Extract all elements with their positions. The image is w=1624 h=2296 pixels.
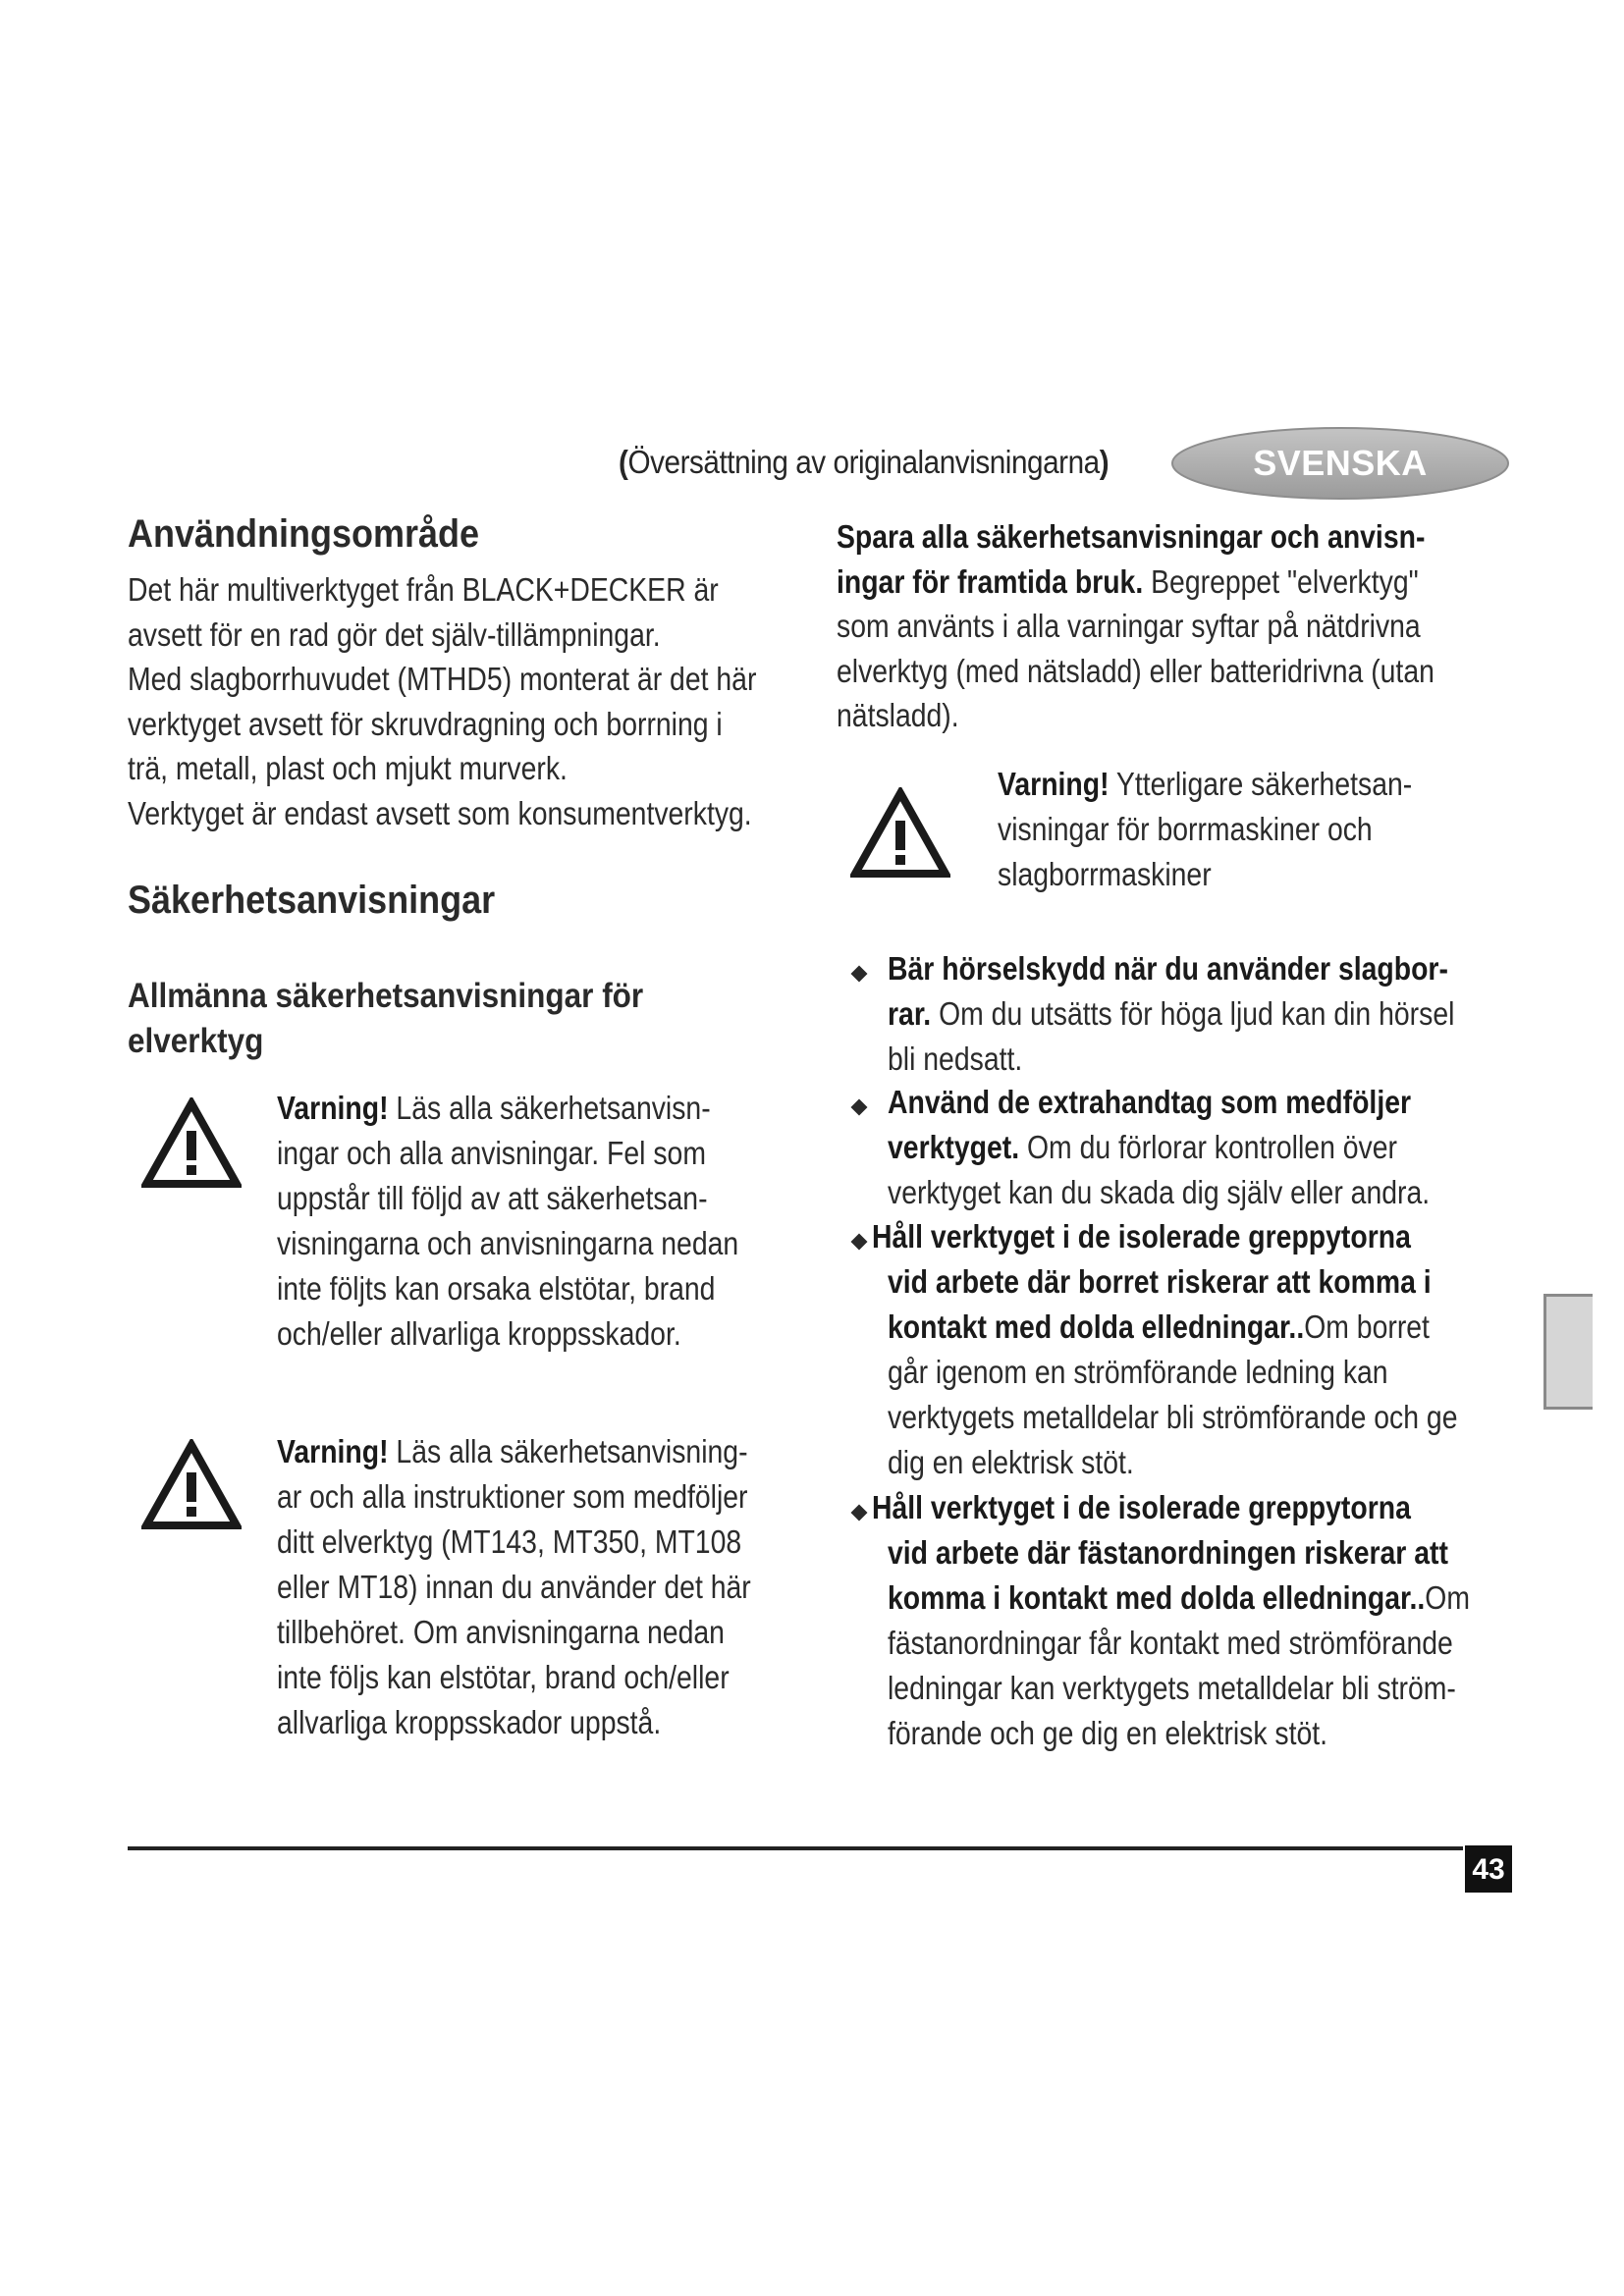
translation-note: (Översättning av originalanvisningarna) [619, 444, 1110, 480]
bullet-diamond-icon [851, 1099, 868, 1116]
bullet-insulated-grip-fastener: Håll verktyget i de isolerade greppytorna [872, 1489, 1411, 1525]
bullet-diamond-icon [851, 1234, 868, 1251]
warning-triangle-icon [141, 1097, 242, 1195]
footer-rule [128, 1846, 1463, 1850]
language-badge [1170, 426, 1510, 501]
warning-accessory: Varning! Läs alla säkerhetsanvisning- ar och alla instruktioner som medföljer ditt elverktyg (MT143, MT350, MT108 eller MT18) innan du använder det här tillbehöret. Om anvisningarna nedan inte följs kan elstötar, brand och/eller allvarliga kroppsskador uppstå. [277, 1433, 751, 1740]
bullet-diamond-icon [851, 1505, 868, 1522]
bullet-diamond-icon [851, 966, 868, 983]
warning-general: Varning! Läs alla säkerhetsanvisn- ingar och alla anvisningar. Fel som uppstår till följd av att säkerhetsan- visningarna och anvisningarna nedan inte följts kan orsaka elstötar, brand och/eller allvarliga kroppsskador. [277, 1090, 739, 1352]
page-number: 43 [1465, 1845, 1512, 1893]
bullet-insulated-grip-drill-cont: vid arbete där borret riskerar att komma i kontakt med dolda elledningar..Om borret går igenom en strömförande ledning kan verktygets metalldelar bli strömförande och ge dig en elektrisk stöt. [888, 1263, 1458, 1480]
subsection-title-general-safety: Allmänna säkerhetsanvisningar för elverktyg [128, 977, 644, 1060]
section-title-safety: Säkerhetsanvisningar [128, 879, 496, 922]
usage-text: Det här multiverktyget från BLACK+DECKER är avsett för en rad gör det själv-tillämpningar. Med slagborrhuvudet (MTHD5) monterat är det här verktyget avsett för skruvdragning och borrning i trä, metall, plast och mjukt murverk. Verktyget är endast avsett som konsumentverktyg. [128, 571, 757, 831]
warning-triangle-icon [141, 1439, 242, 1536]
section-title-usage: Användningsområde [128, 512, 480, 556]
warning-triangle-icon [850, 787, 950, 884]
side-tab-marker [1543, 1294, 1593, 1410]
bullet-insulated-grip-fastener-cont: vid arbete där fästanordningen riskerar att komma i kontakt med dolda elledningar..Om fästanordningar får kontakt med strömförande ledningar kan verktygets metalldelar bli ström- förande och ge dig en elektrisk stöt. [888, 1534, 1470, 1751]
bullet-insulated-grip-drill: Håll verktyget i de isolerade greppytorna [872, 1218, 1411, 1255]
save-instructions-text: Spara alla säkerhetsanvisningar och anvisn- ingar för framtida bruk. Begreppet "elverktyg" som använts i alla varningar syftar på nätdrivna elverktyg (med nätsladd) eller batteridrivna (utan nätsladd). [837, 518, 1435, 733]
bullet-hearing-protection: Bär hörselskydd när du använder slagbor- rar. Om du utsätts för höga ljud kan din hörsel bli nedsatt. [888, 950, 1455, 1077]
bullet-auxiliary-handle: Använd de extrahandtag som medföljer verktyget. Om du förlorar kontrollen över verktyget kan du skada dig själv eller andra. [888, 1084, 1431, 1210]
warning-drills: Varning! Ytterligare säkerhetsan- visningar för borrmaskiner och slagborrmaskiner [998, 766, 1413, 892]
language-badge-label: SVENSKA [1253, 443, 1428, 483]
